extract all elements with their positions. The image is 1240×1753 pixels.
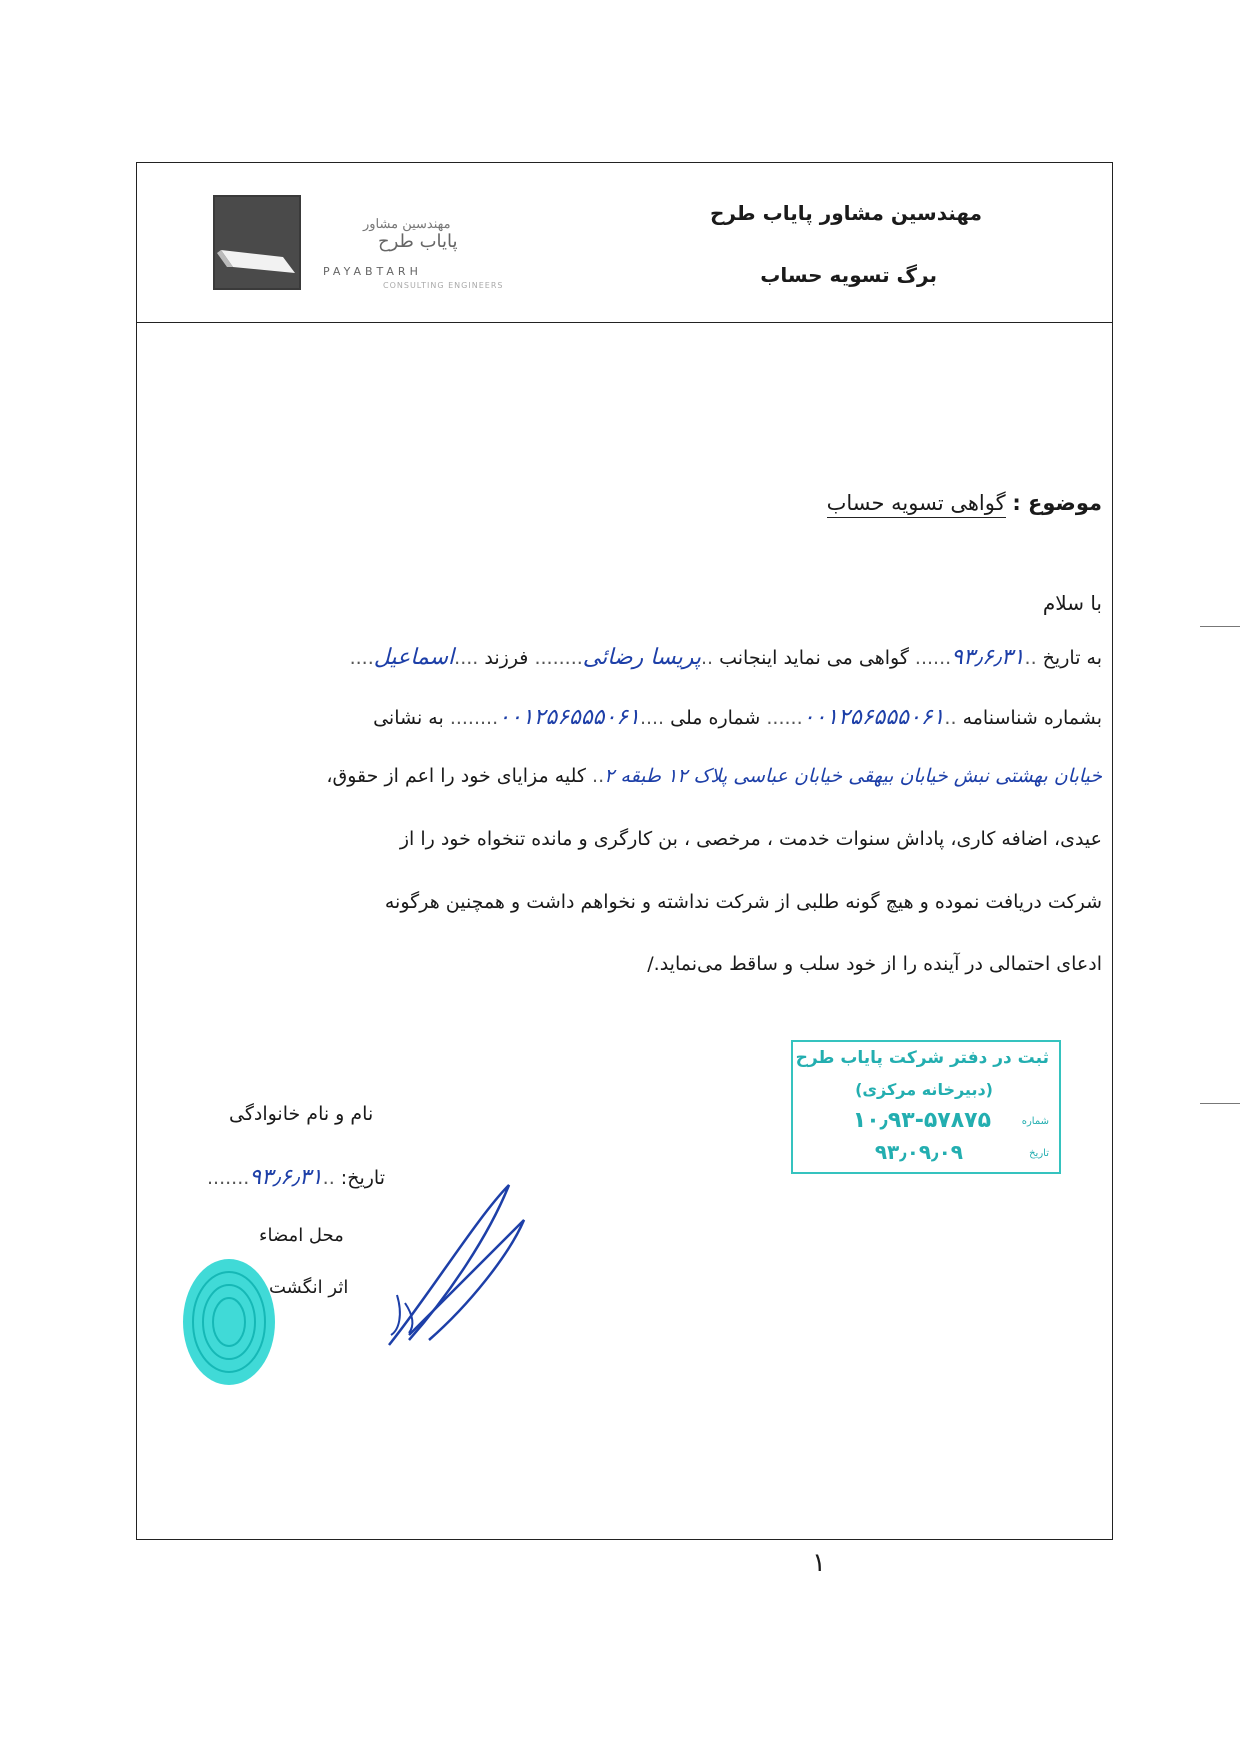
handwritten-date: ۹۳٫۶٫۳۱ (951, 645, 1025, 670)
document-frame (136, 162, 1113, 1540)
body-line-2: بشماره شناسنامه ..۰۰۱۲۵۶۵۵۵۰۶۱...... شماره ملی ....۰۰۱۲۵۶۵۵۵۰۶۱........ به نشانی (373, 705, 1102, 730)
fingerprint-icon (179, 1255, 279, 1389)
fingerprint-label: اثر انگشت (269, 1277, 349, 1298)
subject-label: موضوع : (1012, 491, 1102, 515)
body-line-4: عیدی، اضافه کاری، پاداش سنوات خدمت ، مرخصی ، بن کارگری و مانده تنخواه خود را از (399, 828, 1102, 850)
signature-date: تاریخ: ..۹۳٫۶٫۳۱....... (207, 1165, 386, 1190)
logo-subtitle-en: CONSULTING ENGINEERS (383, 281, 504, 290)
page-number: ۱ (812, 1548, 826, 1578)
margin-mark (1200, 626, 1240, 627)
benefits-text: کلیه مزایای خود را اعم از حقوق، (326, 765, 586, 787)
logo-subtitle-fa: مهندسین مشاور (363, 217, 451, 232)
signature-date-label: تاریخ: (340, 1167, 386, 1189)
child-of-text: فرزند (484, 647, 529, 669)
logo-name-fa: پایاب طرح (378, 231, 458, 252)
date-prefix: به تاریخ (1042, 647, 1102, 669)
stamp-title: ثبت در دفتر شرکت پایاب طرح (795, 1048, 1049, 1068)
full-name-label: نام و نام خانوادگی (229, 1103, 374, 1125)
body-line-1: به تاریخ ..۹۳٫۶٫۳۱...... گواهی می نماید اینجانب ..پریسا رضائی........ فرزند ....اسماعیل.... (349, 645, 1102, 670)
national-id-text: شماره ملی (670, 707, 761, 729)
body-line-6: ادعای احتمالی در آینده را از خود سلب و ساقط می‌نماید./ (647, 953, 1102, 975)
certify-text: گواهی می نماید اینجانب (719, 647, 909, 669)
body-line-5: شرکت دریافت نموده و هیچ گونه طلبی از شرکت نداشته و نخواهم داشت و همچنین هرگونه (384, 891, 1102, 913)
id-prefix: بشماره شناسنامه (962, 707, 1102, 729)
subject-line (827, 491, 1102, 515)
stamp-date-label: تاریخ (1029, 1148, 1049, 1159)
body-line-3: خیابان بهشتی نبش خیابان بیهقی خیابان عباسی پلاک ۱۲ طبقه ۲.. کلیه مزایای خود را اعم از حقوق، (326, 765, 1102, 787)
header-divider (137, 322, 1112, 323)
handwritten-name: پریسا رضائی (582, 645, 701, 670)
handwritten-id-number: ۰۰۱۲۵۶۵۵۵۰۶۱ (802, 705, 945, 730)
logo-name-en: PAYABTARH (323, 265, 422, 278)
stamp-number-value: ۱۰٫۹۳-۵۷۸۷۵ (852, 1108, 991, 1133)
logo-mark-icon (213, 195, 301, 290)
address-prefix: به نشانی (373, 707, 444, 729)
handwritten-national-id: ۰۰۱۲۵۶۵۵۵۰۶۱ (498, 705, 640, 730)
handwritten-signature-date: ۹۳٫۶٫۳۱ (249, 1165, 323, 1190)
stamp-subtitle: (دبیرخانه مرکزی) (855, 1080, 993, 1099)
signature-icon (369, 1175, 529, 1355)
signature-place-label: محل امضاء (259, 1225, 344, 1246)
company-name: مهندسین مشاور پایاب طرح (709, 201, 982, 225)
form-title: برگ تسویه حساب (760, 263, 937, 287)
stamp-number-label: شماره (1021, 1116, 1049, 1127)
handwritten-father-name: اسماعیل (373, 645, 455, 670)
margin-mark (1200, 1103, 1240, 1104)
greeting: با سلام (1042, 591, 1102, 615)
handwritten-address: خیابان بهشتی نبش خیابان بیهقی خیابان عباسی پلاک ۱۲ طبقه ۲ (604, 765, 1102, 787)
registration-stamp (791, 1040, 1061, 1174)
subject-value: گواهی تسویه حساب (827, 491, 1006, 518)
stamp-date-value: ۹۳٫۰۹٫۰۹ (874, 1140, 963, 1164)
company-logo (213, 195, 513, 295)
